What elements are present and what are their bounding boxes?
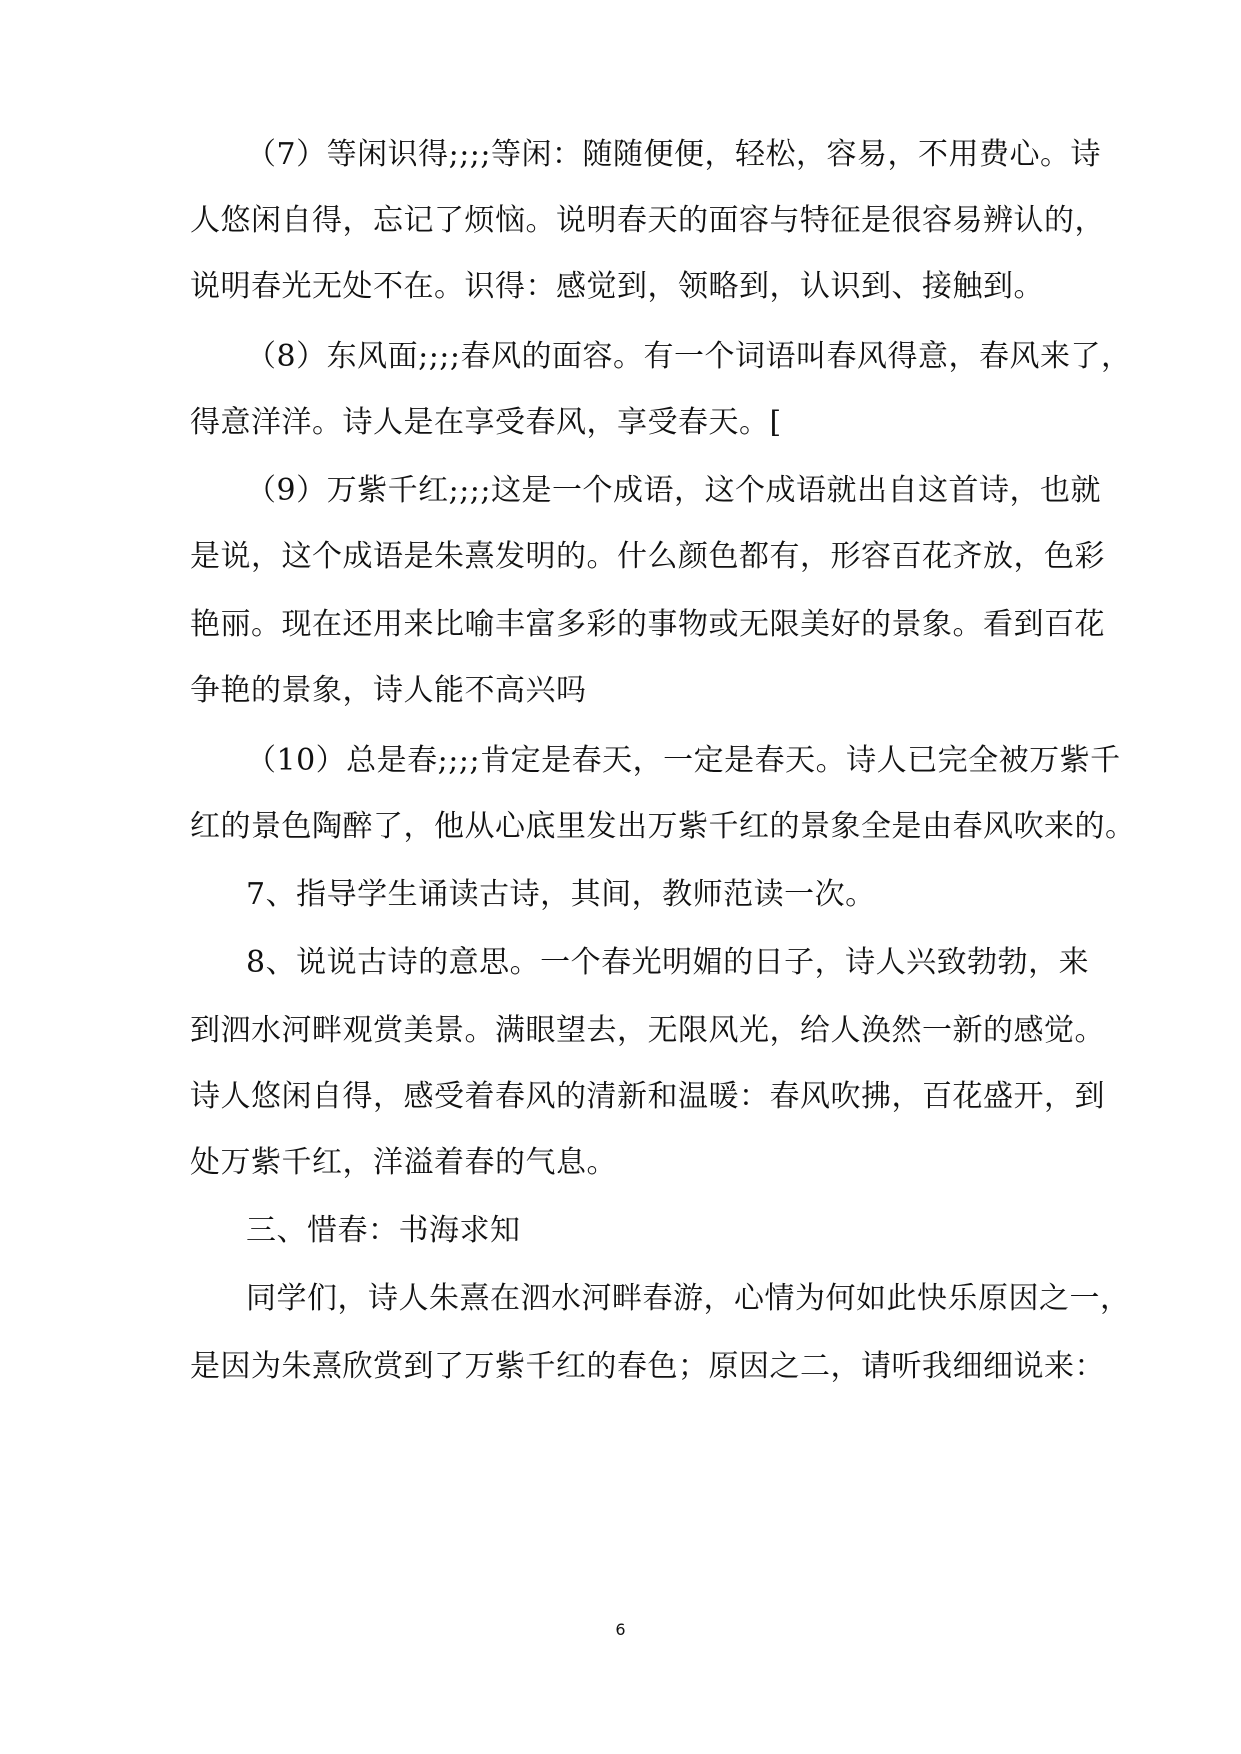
paragraph-line: 是因为朱熹欣赏到了万紫千红的春色；原因之二，请听我细细说来： (190, 1349, 1105, 1384)
section-heading: 三、惜春：书海求知 (246, 1213, 521, 1248)
paragraph-line: 红的景色陶醉了，他从心底里发出万紫千红的景象全是由春风吹来的。 (190, 809, 1136, 844)
paragraph-line: 处万紫千红，洋溢着春的气息。 (190, 1145, 617, 1180)
paragraph-line: （8）东风面;;;;春风的面容。有一个词语叫春风得意，春风来了， (246, 339, 1132, 374)
paragraph-line: 到泗水河畔观赏美景。满眼望去，无限风光，给人涣然一新的感觉。 (190, 1013, 1105, 1048)
paragraph-line: （9）万紫千红;;;;这是一个成语，这个成语就出自这首诗，也就 (246, 473, 1102, 508)
paragraph-line: 说明春光无处不在。识得：感觉到，领略到，认识到、接触到。 (190, 269, 1044, 304)
paragraph-line: 诗人悠闲自得，感受着春风的清新和温暖：春风吹拂，百花盛开，到 (190, 1079, 1105, 1114)
paragraph-line: 人悠闲自得，忘记了烦恼。说明春天的面容与特征是很容易辨认的， (190, 203, 1105, 238)
paragraph-line: 8、说说古诗的意思。一个春光明媚的日子，诗人兴致勃勃，来 (246, 945, 1090, 980)
paragraph-line: （10）总是春;;;;肯定是春天，一定是春天。诗人已完全被万紫千 (246, 743, 1121, 778)
page-number: 6 (615, 1620, 626, 1639)
paragraph-line: 得意洋洋。诗人是在享受春风，享受春天。[ (190, 405, 782, 440)
paragraph-line: （7）等闲识得;;;;等闲：随随便便，轻松，容易，不用费心。诗 (246, 137, 1102, 172)
paragraph-line: 争艳的景象，诗人能不高兴吗 (190, 673, 587, 708)
paragraph-line: 是说，这个成语是朱熹发明的。什么颜色都有，形容百花齐放，色彩 (190, 539, 1105, 574)
paragraph-line: 同学们，诗人朱熹在泗水河畔春游，心情为何如此快乐原因之一， (246, 1281, 1131, 1316)
paragraph-line: 艳丽。现在还用来比喻丰富多彩的事物或无限美好的景象。看到百花 (190, 607, 1105, 642)
paragraph-line: 7、指导学生诵读古诗，其间，教师范读一次。 (246, 877, 876, 912)
